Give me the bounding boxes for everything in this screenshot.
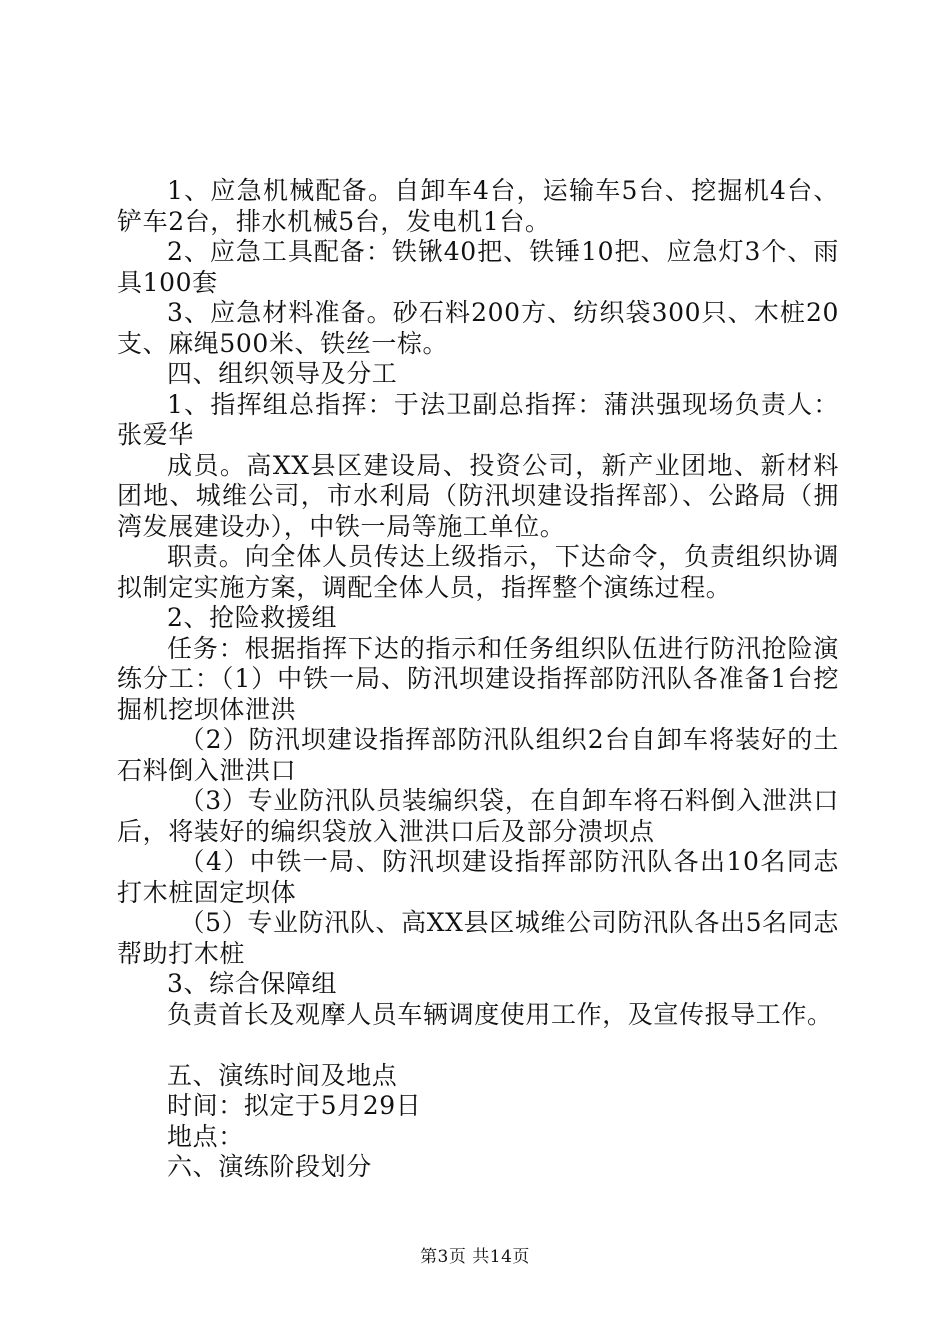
paragraph-duties: 职责。向全体人员传达上级指示，下达命令，负责组织协调拟制定实施方案，调配全体人员，指挥整个演练过程。 (117, 542, 839, 602)
paragraph-command-group: 1、指挥组总指挥：于法卫副总指挥：蒲洪强现场负责人：张爱华 (117, 389, 839, 449)
paragraph-tools: 2、应急工具配备：铁锹40把、铁锤10把、应急灯3个、雨具100套 (117, 237, 839, 297)
paragraph-support-group: 3、综合保障组 (167, 969, 338, 998)
paragraph-task-2: （2）防汛坝建设指挥部防汛队组织2台自卸车将装好的土石料倒入泄洪口 (117, 725, 839, 785)
paragraph-machinery: 1、应急机械配备。自卸车4台，运输车5台、挖掘机4台、铲车2台，排水机械5台，发电机1台。 (117, 176, 839, 236)
section-heading-time-place: 五、演练时间及地点 (167, 1060, 398, 1090)
section-heading-stages: 六、演练阶段划分 (167, 1152, 372, 1181)
paragraph-materials: 3、应急材料准备。砂石料200方、纺织袋300只、木桩20支、麻绳500米、铁丝一棕。 (117, 298, 839, 358)
paragraph-time: 时间：拟定于5月29日 (167, 1091, 422, 1120)
paragraph-place: 地点： (167, 1121, 244, 1151)
paragraph-support-duty: 负责首长及观摩人员车辆调度使用工作，及宣传报导工作。 (167, 999, 833, 1029)
paragraph-task-5: （5）专业防汛队、高XX县区城维公司防汛队各出5名同志帮助打木桩 (117, 908, 839, 968)
paragraph-task-3: （3）专业防汛队员装编织袋，在自卸车将石料倒入泄洪口后，将装好的编织袋放入泄洪口后及部分溃坝点 (117, 786, 839, 846)
document-body (117, 176, 839, 1183)
section-heading-organization: 四、组织领导及分工 (167, 359, 398, 388)
paragraph-rescue-task: 任务：根据指挥下达的指示和任务组织队伍进行防汛抢险演练分工：（1）中铁一局、防汛坝建设指挥部防汛队各准备1台挖掘机挖坝体泄洪 (117, 633, 839, 724)
paragraph-task-4: （4）中铁一局、防汛坝建设指挥部防汛队各出10名同志打木桩固定坝体 (117, 847, 839, 907)
paragraph-rescue-group: 2、抢险救援组 (167, 603, 338, 632)
page-number-footer: 第3页 共14页 (420, 1247, 530, 1267)
paragraph-members: 成员。高XX县区建设局、投资公司，新产业团地、新材料团地、城维公司，市水利局（防汛坝建设指挥部）、公路局（拥湾发展建设办），中铁一局等施工单位。 (117, 450, 839, 541)
